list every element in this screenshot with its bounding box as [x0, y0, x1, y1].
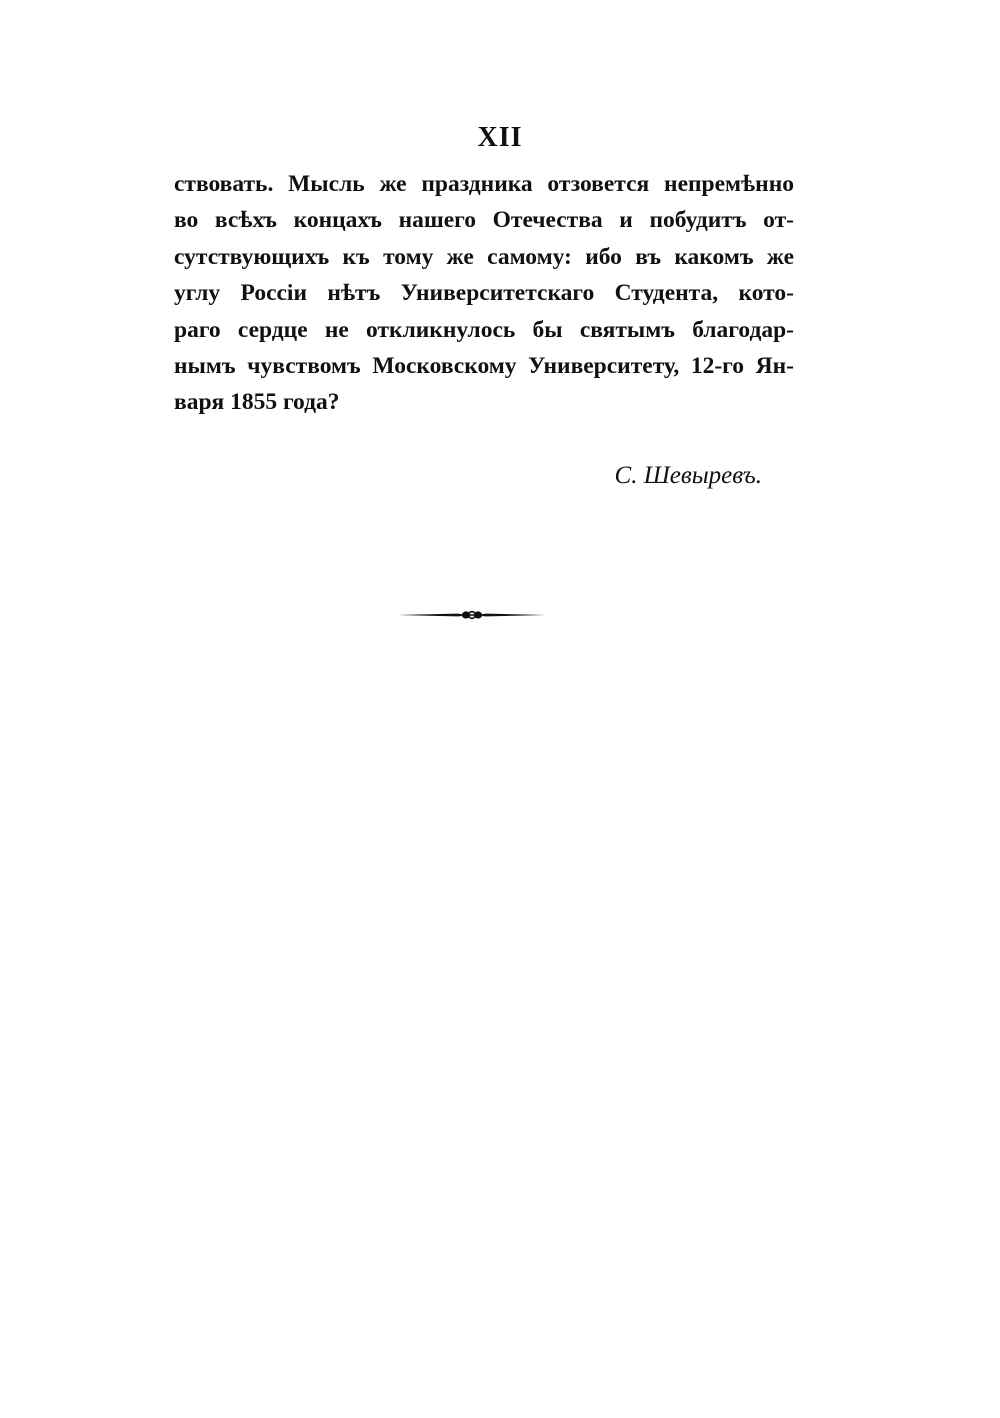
- text-line: углу Россіи нѣтъ Университетскаго Студента, кото-: [174, 280, 794, 307]
- text-line: сутствующихъ къ тому же самому: ибо въ какомъ же: [174, 243, 794, 270]
- page-number: XII: [477, 122, 523, 153]
- text-line: нымъ чувствомъ Московскому Университету, 12-го Ян-: [174, 352, 794, 379]
- body-paragraph: [174, 166, 794, 421]
- text-line: во всѣхъ концахъ нашего Отечества и побудитъ от-: [174, 207, 794, 234]
- author-signature: С. Шевыревъ.: [614, 462, 762, 489]
- tailpiece-ornament-icon: [396, 604, 548, 626]
- text-line: ствовать. Мысль же праздника отзовется непремѣнно: [174, 171, 794, 197]
- text-line: раго сердце не откликнулось бы святымъ благодар-: [174, 316, 794, 343]
- text-line: варя 1855 года?: [174, 389, 340, 416]
